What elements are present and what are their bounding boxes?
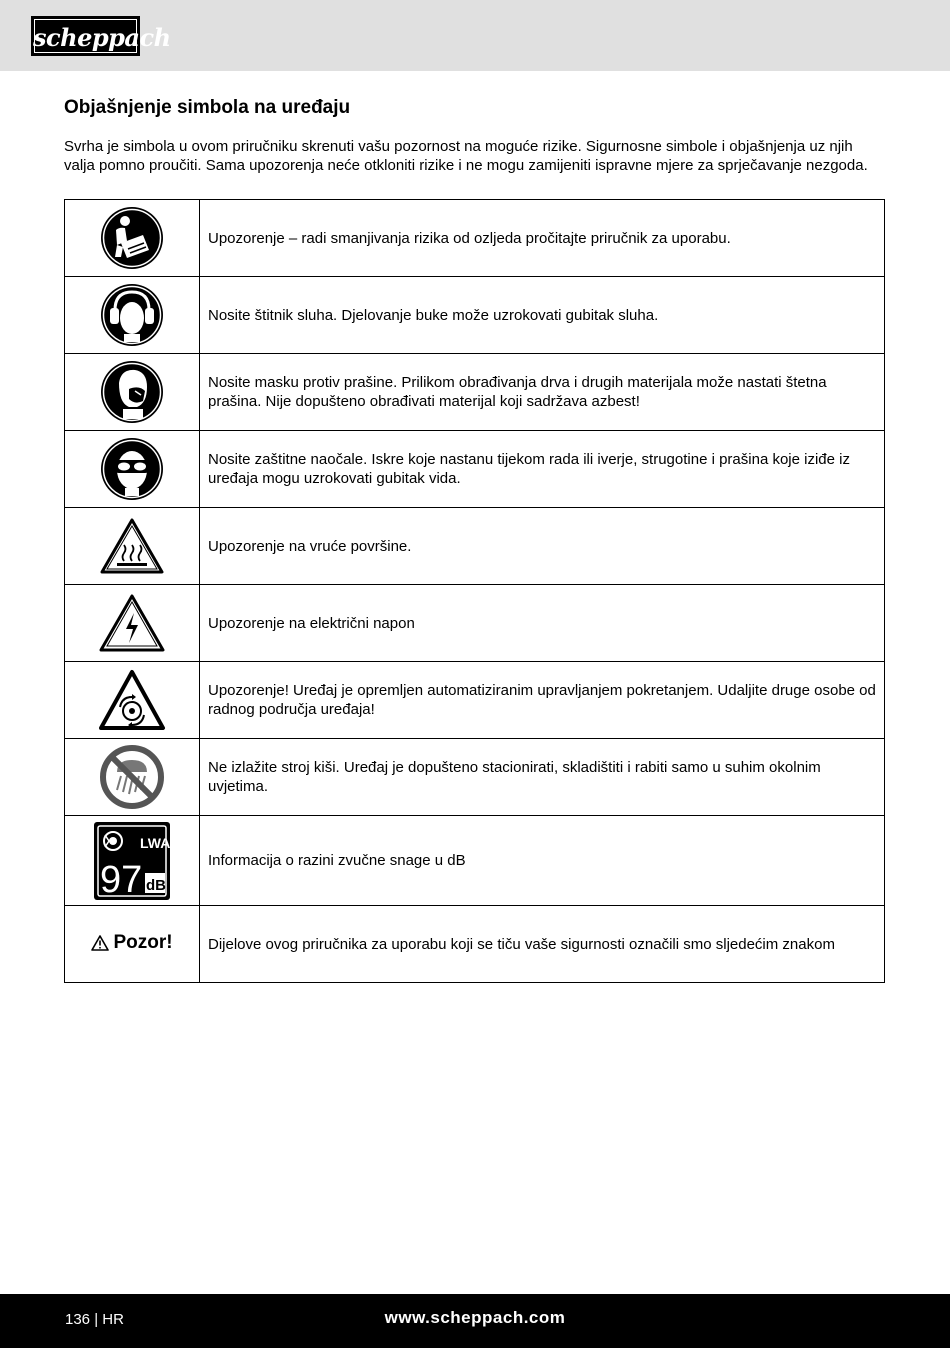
table-row	[65, 662, 885, 739]
row-text: Upozorenje na vruće površine.	[200, 508, 885, 585]
row-text: Upozorenje! Uređaj je opremljen automatiziranim upravljanjem pokretanjem. Udaljite druge osobe od radnog područja uređaja!	[200, 662, 885, 739]
safety-goggles-icon	[99, 436, 165, 502]
table-row	[65, 354, 885, 431]
page-footer	[0, 1294, 950, 1348]
no-rain-icon	[99, 744, 165, 810]
hot-surface-icon	[99, 517, 165, 575]
symbols-table	[64, 199, 885, 983]
sound-unit: dB	[146, 876, 166, 894]
row-text: Upozorenje – radi smanjivanja rizika od ozljeda pročitajte priručnik za uporabu.	[200, 200, 885, 277]
warning-triangle-icon	[91, 935, 109, 951]
sound-power-label-icon	[93, 821, 171, 901]
table-row	[65, 508, 885, 585]
row-text: Nosite masku protiv prašine. Prilikom obrađivanja drva i drugih materijala može nastati štetna prašina. Nije dopušteno obrađivati materijal koji sadržava azbest!	[200, 354, 885, 431]
table-row	[65, 739, 885, 816]
row-text: Dijelove ovog priručnika za uporabu koji se tiču vaše sigurnosti označili smo sljedećim znakom	[200, 906, 885, 983]
page-title: Objašnjenje simbola na uređaju	[64, 97, 351, 118]
table-row	[65, 277, 885, 354]
row-text: Upozorenje na električni napon	[200, 585, 885, 662]
table-row	[65, 585, 885, 662]
intro-paragraph: Svrha je simbola u ovom priručniku skrenuti vašu pozornost na moguće rizike. Sigurnosne simbole i objašnjenja uz njih valja pomno proučiti. Sama upozorenja neće otkloniti rizike i ne mogu zamijeniti ispravne mjere za sprječavanje nezgoda.	[64, 138, 868, 174]
footer-url[interactable]: www.scheppach.com	[384, 1308, 566, 1327]
row-text: Nosite štitnik sluha. Djelovanje buke može uzrokovati gubitak sluha.	[200, 277, 885, 354]
pozor-text: Pozor!	[113, 932, 173, 953]
page-header	[0, 0, 950, 71]
sound-value: 97	[100, 858, 143, 901]
read-manual-icon	[99, 205, 165, 271]
table-row	[65, 431, 885, 508]
page-number: 136 | HR	[65, 1311, 124, 1328]
table-row	[65, 200, 885, 277]
row-text: Ne izlažite stroj kiši. Uređaj je dopušteno stacionirati, skladištiti i rabiti samo u suhim okolnim uvjetima.	[200, 739, 885, 816]
row-text: Informacija o razini zvučne snage u dB	[200, 816, 885, 906]
row-text: Nosite zaštitne naočale. Iskre koje nastanu tijekom rada ili iverje, strugotine i prašina koje iziđe iz uređaja mogu uzrokovati gubitak vida.	[200, 431, 885, 508]
pozor-label	[91, 932, 172, 954]
page-content	[64, 96, 886, 983]
scheppach-logo: scheppach	[31, 16, 140, 56]
table-row	[65, 906, 885, 983]
automatic-start-icon	[98, 669, 166, 731]
table-row	[65, 816, 885, 906]
lwa-text: LWA	[140, 834, 171, 851]
hearing-protection-icon	[99, 282, 165, 348]
electric-voltage-icon	[98, 593, 166, 653]
dust-mask-icon	[99, 359, 165, 425]
